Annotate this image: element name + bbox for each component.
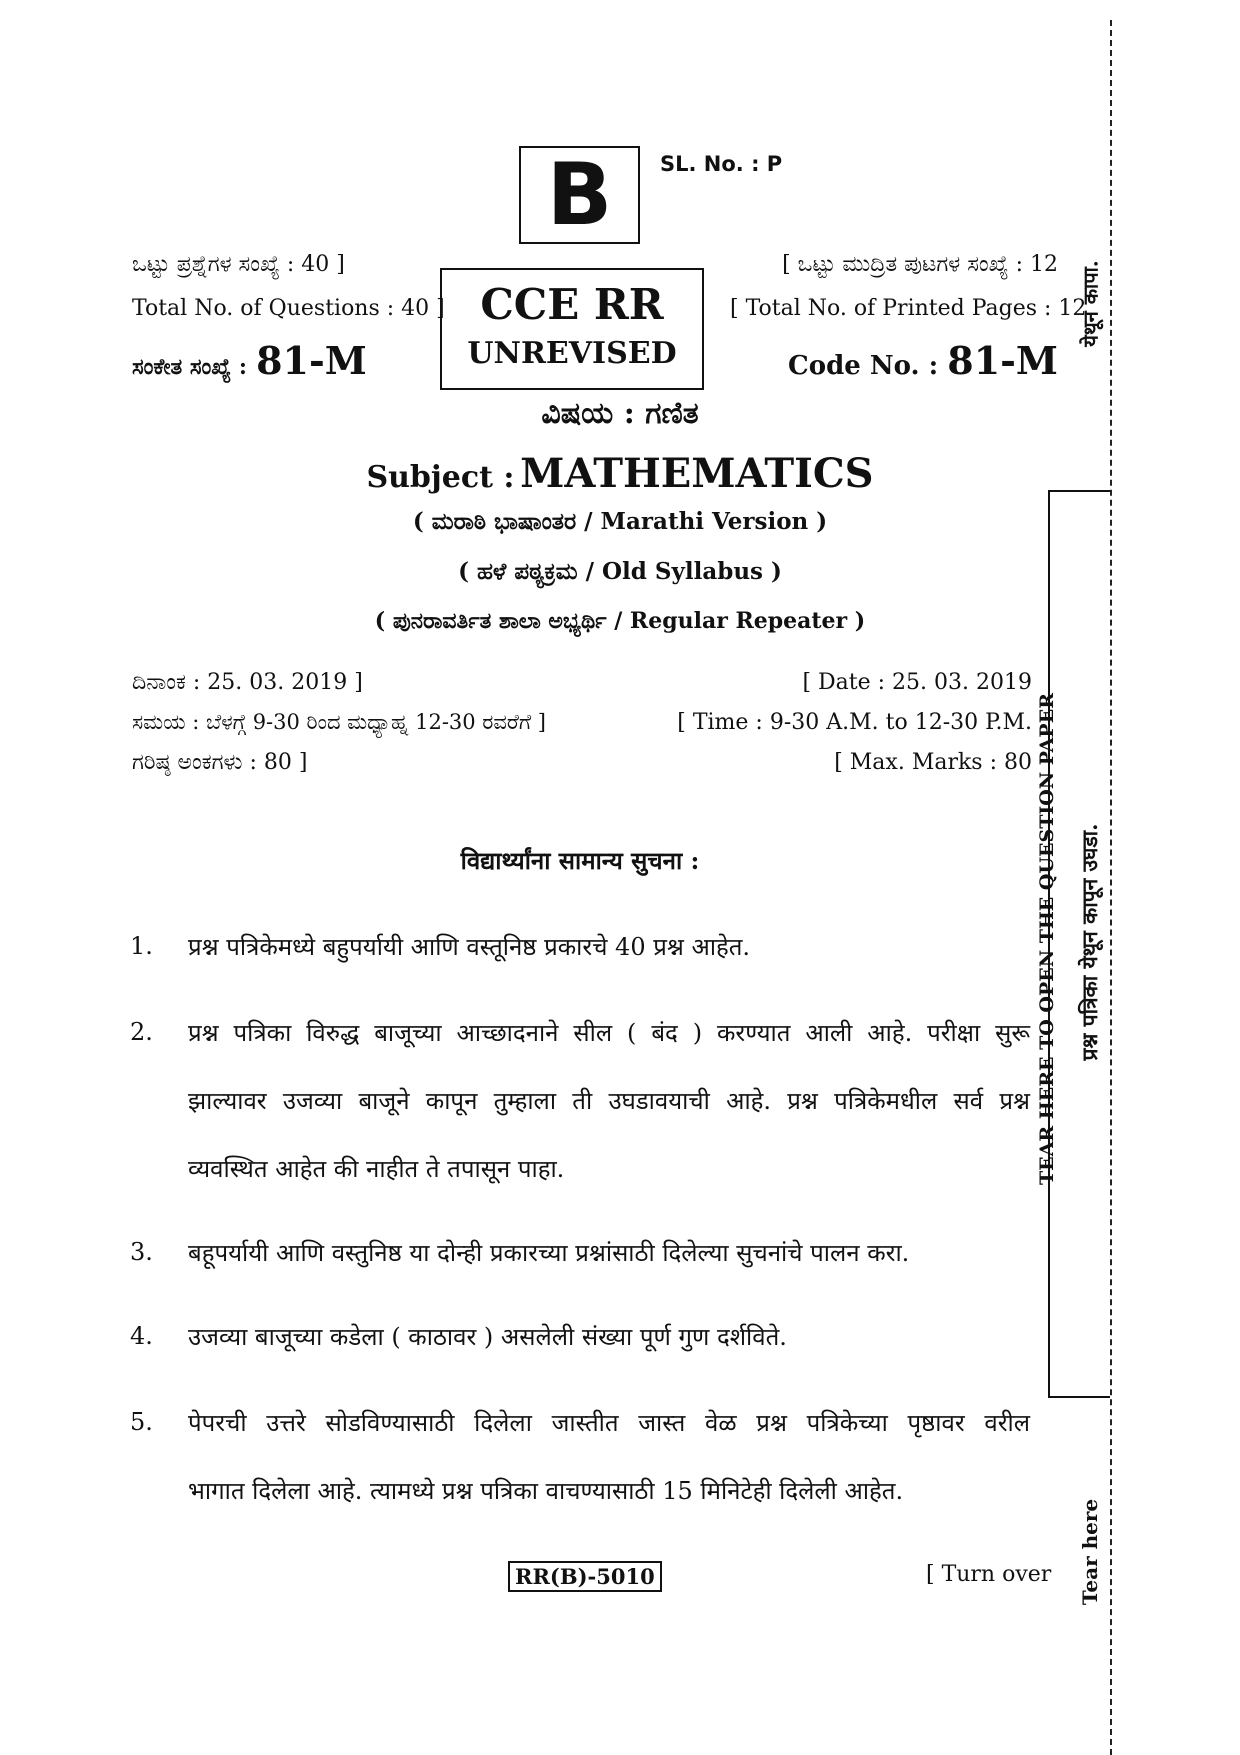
subject-name: MATHEMATICS <box>520 450 874 497</box>
instruction-2-line-1: प्रश्न पत्रिका विरुद्ध बाजूच्या आच्छादनाने सील ( बंद ) करण्यात आली आहे. परीक्षा सुरू <box>188 1019 1030 1047</box>
instruction-number-3: 3. <box>130 1238 153 1266</box>
version-line: ( ಮರಾಠಿ ಭಾಷಾಂತರ / Marathi Version ) <box>412 508 828 535</box>
series-letter: B <box>546 145 613 245</box>
kn-code-label: ಸಂಕೇತ ಸಂಖ್ಯೆ : <box>132 354 248 380</box>
en-total-pages: [ Total No. of Printed Pages : 12 <box>730 296 1087 321</box>
instruction-2-line-3: व्यवस्थित आहेत की नाहीत ते तपासून पाहा. <box>188 1155 565 1183</box>
margin-cut-here-marathi: येथून कापा. <box>1078 260 1103 347</box>
tear-here-label: Tear here <box>1078 1498 1102 1606</box>
instructions-heading: विद्यार्थ्यांना सामान्य सुचना : <box>460 846 700 875</box>
instruction-number-4: 4. <box>130 1322 153 1350</box>
instruction-1-line-1: प्रश्न पत्रिकेमध्ये बहुपर्यायी आणि वस्तूनिष्ठ प्रकारचे 40 प्रश्न आहेत. <box>188 933 751 961</box>
cce-subtitle: UNREVISED <box>467 336 677 371</box>
tear-here-english: TEAR HERE TO OPEN THE QUESTION PAPER <box>1036 693 1058 1185</box>
en-time: [ Time : 9-30 A.M. to 12-30 P.M. <box>677 710 1032 735</box>
instruction-number-1: 1. <box>130 932 153 960</box>
kn-date: ದಿನಾಂಕ : 25. 03. 2019 ] <box>132 670 363 695</box>
instruction-5-line-2: भागात दिलेला आहे. त्यामध्ये प्रश्न पत्रिका वाचण्यासाठी 15 मिनिटेही दिलेली आहेत. <box>188 1477 904 1505</box>
instruction-5-line-1: पेपरची उत्तरे सोडविण्यासाठी दिलेला जास्तीत जास्त वेळ प्रश्न पत्रिकेच्या पृष्ठावर वरील <box>188 1409 1030 1437</box>
en-code-label: Code No. : <box>788 351 939 381</box>
cce-rr-box <box>440 268 704 390</box>
kn-time: ಸಮಯ : ಬೆಳಗ್ಗೆ 9-30 ರಿಂದ ಮಧ್ಯಾಹ್ನ 12-30 ರವರೆಗೆ ] <box>132 710 546 734</box>
kn-max-marks: ಗರಿಷ್ಠ ಅಂಕಗಳು : 80 ] <box>132 750 308 775</box>
instruction-4-line-1: उजव्या बाजूच्या कडेला ( काठावर ) असलेली संख्या पूर्ण गुण दर्शविते. <box>188 1323 787 1351</box>
en-max-marks: [ Max. Marks : 80 <box>834 750 1032 775</box>
series-box <box>519 146 640 244</box>
turn-over: [ Turn over <box>926 1562 1052 1587</box>
instruction-3-line-1: बहूपर्यायी आणि वस्तुनिष्ठ या दोन्ही प्रकारच्या प्रश्नांसाठी दिलेल्या सुचनांचे पालन करा. <box>188 1239 910 1267</box>
candidate-type-line: ( ಪುನರಾವರ್ತಿತ ಶಾಲಾ ಅಭ್ಯರ್ಥಿ / Regular Repeater ) <box>374 608 866 634</box>
kn-total-pages: [ ಒಟ್ಟು ಮುದ್ರಿತ ಪುಟಗಳ ಸಂಖ್ಯೆ : 12 <box>782 252 1058 277</box>
instruction-number-5: 5. <box>130 1408 153 1436</box>
cut-line <box>1110 20 1112 1755</box>
paper-code: RR(B)-5010 <box>508 1561 662 1592</box>
kn-code-number <box>132 338 367 383</box>
en-date: [ Date : 25. 03. 2019 <box>802 670 1032 695</box>
syllabus-line: ( ಹಳೆ ಪಠ್ಯಕ್ರಮ / Old Syllabus ) <box>458 558 782 585</box>
kn-total-questions: ಒಟ್ಟು ಪ್ರಶ್ನೆಗಳ ಸಂಖ್ಯೆ : 40 ] <box>132 252 345 277</box>
cce-title: CCE RR <box>480 280 664 329</box>
serial-number: SL. No. : P <box>660 152 783 176</box>
kn-subject: ವಿಷಯ : ಗಣಿತ <box>541 396 699 431</box>
subject-label: Subject : <box>366 460 515 495</box>
instruction-number-2: 2. <box>130 1018 153 1046</box>
en-code-number <box>720 338 1058 383</box>
instruction-2-line-2: झाल्यावर उजव्या बाजूने कापून तुम्हाला ती उघडावयाची आहे. प्रश्न पत्रिकेमधील सर्व प्रश्न <box>188 1087 1030 1115</box>
en-code-value: 81-M <box>947 338 1058 383</box>
en-total-questions: Total No. of Questions : 40 ] <box>132 296 445 321</box>
tear-here-marathi: प्रश्न पत्रिका येथून कापून उघडा. <box>1077 823 1102 1061</box>
kn-code-value: 81-M <box>256 338 367 383</box>
